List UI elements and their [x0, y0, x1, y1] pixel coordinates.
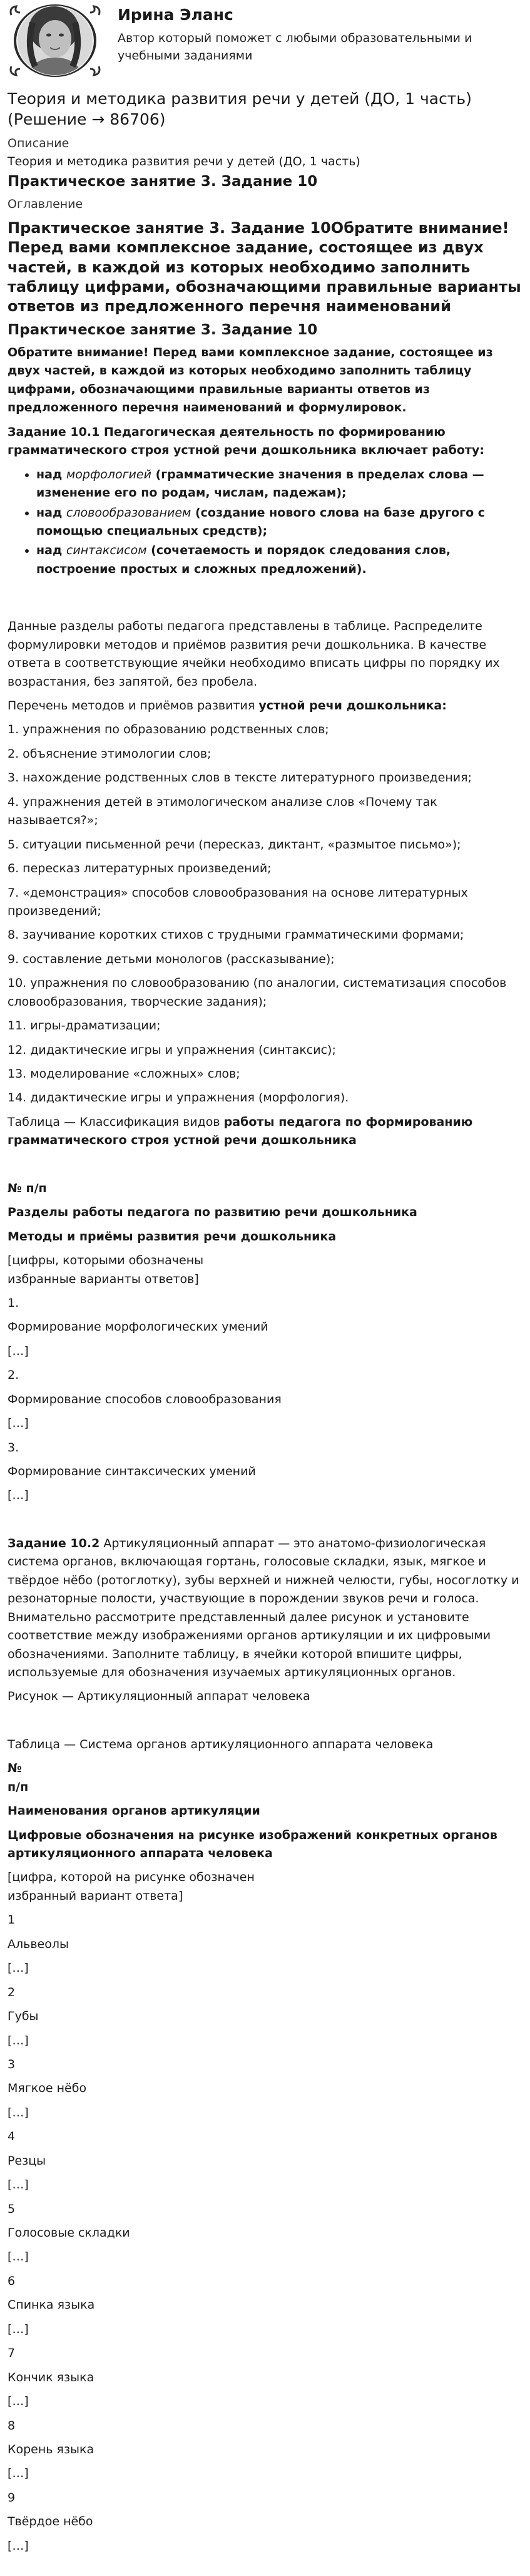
table-row-name: Спинка языка — [8, 2298, 95, 2312]
author-name[interactable]: Ирина Эланс — [118, 6, 233, 24]
table-row-answer[interactable]: […] — [8, 2250, 29, 2264]
table-row-name: Твёрдое нёбо — [8, 2515, 93, 2529]
table-row-num: 3. — [8, 1440, 19, 1455]
table-header-num: п/п — [8, 1780, 29, 1794]
list-item: • над морфологией (грамматические значения в пределах слова — изменение его по родам, числам, падежам); — [36, 466, 522, 503]
table-row-num: 4 — [8, 2130, 16, 2144]
avatar-image — [8, 4, 103, 78]
figure-caption: Рисунок — Артикуляционный аппарат человека — [8, 1689, 310, 1704]
task-10-2-paragraph: Задание 10.2 Артикуляционный аппарат — это анатомо-физиологическая система органов, включающая гортань, голосовые складки, язык, мягкое и твёрдое нёбо (ротоглотку), зубы верхней и нижней челюсти, губы, носоглотку и резонаторные полости, участвующие в порождении звуков речи и голоса. Внимательно рассмотрите представленный далее рисунок и установите соответствие между изображениями органов артикуляции и их цифровыми обозначениями. Заполните таблицу, в ячейки которой впишите цифры, используемые для обозначения изучаемых артикуляционных органов. — [8, 1536, 519, 1679]
table-row-num: 7 — [8, 2346, 16, 2361]
list-item: 14. дидактические игры и упражнения (морфология). — [8, 1091, 349, 1105]
list-item: 2. объяснение этимологии слов; — [8, 746, 211, 761]
toc-heading[interactable]: Практическое занятие 3. Задание 10Обратите внимание! Перед вами комплексное задание, состоящее из двух частей, в каждой из которых необходимо заполнить таблицу цифрами, обозначающими правильные варианты ответов из предложенного перечня наименований — [8, 219, 521, 315]
page-title: Теория и методика развития речи у детей (ДО, 1 часть) (Решение → 86706) — [8, 90, 472, 128]
list-item: 13. моделирование «сложных» слов; — [8, 1067, 240, 1081]
intro-bold: Обратите внимание! Перед вами комплексное задание, состоящее из двух частей, в каждой из которых необходимо заполнить таблицу цифрами, обозначающими правильные варианты ответов из предложенного перечня наименований и формулировок. — [8, 346, 493, 415]
table-1-caption: Таблица — Классификация видов работы педагога по формированию грамматического строя устной речи дошкольника — [8, 1115, 473, 1148]
list-item: 10. упражнения по словообразованию (по аналогии, систематизация способов словообразования, творческие задания); — [8, 976, 507, 1009]
description-text: Теория и методика развития речи у детей (ДО, 1 часть) — [8, 155, 360, 169]
table-row-num: 2. — [8, 1368, 19, 1383]
table-row-name: Корень языка — [8, 2442, 94, 2456]
table-header-sections: Разделы работы педагога по развитию речи дошкольника — [8, 1205, 417, 1220]
list-item: 4. упражнения детей в этимологическом анализе слов «Почему так называется?»; — [8, 795, 437, 828]
table-header-note: [цифры, которыми обозначены — [8, 1254, 204, 1268]
author-info — [103, 4, 506, 65]
avatar[interactable] — [8, 4, 103, 79]
list-item: 3. нахождение родственных слов в тексте литературного произведения; — [8, 771, 472, 785]
description-label: Описание — [8, 137, 69, 150]
table-row-answer[interactable]: […] — [8, 2538, 29, 2553]
intro-paragraph — [8, 344, 522, 418]
table-row-num: 9 — [8, 2490, 16, 2505]
list-item: 11. игры-драматизации; — [8, 1019, 161, 1033]
table-header-num: № — [8, 1761, 22, 1776]
table-row-name: Мягкое нёбо — [8, 2081, 87, 2096]
table-2-caption: Таблица — Система органов артикуляционного аппарата человека — [8, 1737, 434, 1751]
methods-list-intro: Перечень методов и приёмов развития устной речи дошкольника: — [8, 699, 447, 713]
section-heading-2: Практическое занятие 3. Задание 10 — [8, 322, 318, 339]
list-item: 9. составление детьми монологов (рассказывание); — [8, 952, 335, 966]
table-2 — [8, 1759, 522, 2555]
table-1 — [8, 1180, 522, 1505]
methods-list — [8, 721, 522, 1107]
author-description: Автор который поможет с любыми образовательными и учебными заданиями — [118, 31, 472, 63]
table-row-name: Формирование синтаксических умений — [8, 1465, 256, 1479]
table-row-num: 5 — [8, 2202, 16, 2216]
table-header-note: [цифра, которой на рисунке обозначен — [8, 1870, 255, 1885]
work-areas-list — [8, 466, 522, 579]
table-row-num: 1 — [8, 1913, 16, 1927]
table-row-num: 8 — [8, 2418, 16, 2433]
toc-label: Оглавление — [8, 197, 83, 211]
table-header-organs: Наименования органов артикуляции — [8, 1804, 260, 1818]
list-item: • над словообразованием (создание нового слова на базе другого с помощью специальных средств); — [36, 504, 522, 541]
table-row-name: Альвеолы — [8, 1937, 69, 1951]
list-item: 8. заучивание коротких стихов с трудными грамматическими формами; — [8, 928, 464, 942]
table-row-answer[interactable]: […] — [8, 1416, 29, 1431]
list-item: 7. «демонстрация» способов словообразования на основе литературных произведений; — [8, 885, 468, 918]
list-item: 6. пересказ литературных произведений; — [8, 862, 272, 876]
list-item: • над синтаксисом (сочетаемость и порядок следования слов, построение простых и сложных предложений). — [36, 542, 522, 579]
table-row-answer[interactable]: […] — [8, 1344, 29, 1358]
table-row-answer[interactable]: […] — [8, 2322, 29, 2336]
table-header-methods: Методы и приёмы развития речи дошкольника — [8, 1229, 337, 1244]
table-header-codes: Цифровые обозначения на рисунке изображений конкретных органов артикуляционного аппарата человека — [8, 1828, 497, 1861]
table-row-num: 1. — [8, 1296, 19, 1310]
table-row-answer[interactable]: […] — [8, 2033, 29, 2048]
table-header-num: № п/п — [8, 1181, 47, 1195]
table-header-note: избранные варианты ответов] — [8, 1272, 199, 1286]
table-row-num: 6 — [8, 2274, 16, 2288]
table-row-num: 3 — [8, 2057, 16, 2071]
table-row-name: Формирование способов словообразования — [8, 1392, 282, 1406]
table-row-answer[interactable]: […] — [8, 1961, 29, 1976]
table-row-name: Голосовые складки — [8, 2226, 130, 2240]
author-card — [8, 0, 522, 80]
list-item: 12. дидактические игры и упражнения (синтаксис); — [8, 1043, 336, 1057]
table-row-name: Губы — [8, 2009, 39, 2024]
table-row-answer[interactable]: […] — [8, 2394, 29, 2409]
table-row-answer[interactable]: […] — [8, 1488, 29, 1503]
table-row-answer[interactable]: […] — [8, 2105, 29, 2120]
table-row-name: Резцы — [8, 2153, 46, 2168]
table-header-note: избранный вариант ответа] — [8, 1888, 183, 1903]
table-row-num: 2 — [8, 1985, 16, 1999]
section-heading: Практическое занятие 3. Задание 10 — [8, 173, 318, 190]
table-row-answer[interactable]: […] — [8, 2466, 29, 2481]
table-row-answer[interactable]: […] — [8, 2178, 29, 2192]
list-item: 1. упражнения по образованию родственных слов; — [8, 723, 329, 737]
task-10-1-paragraph: Данные разделы работы педагога представлены в таблице. Распределите формулировки методов и приёмов развития речи дошкольника. В качестве ответа в соответствующие ячейки необходимо вписать цифры по порядку их возрастания, без запятой, без пробела. — [8, 619, 500, 689]
task-10-1-heading-text: Задание 10.1 Педагогическая деятельность по формированию грамматического строя устной речи дошкольника включает работу: — [8, 425, 484, 458]
table-row-name: Формирование морфологических умений — [8, 1320, 268, 1334]
list-item: 5. ситуации письменной речи (пересказ, диктант, «размытое письмо»); — [8, 837, 461, 852]
table-row-name: Кончик языка — [8, 2370, 94, 2384]
task-10-1-heading — [8, 423, 522, 460]
